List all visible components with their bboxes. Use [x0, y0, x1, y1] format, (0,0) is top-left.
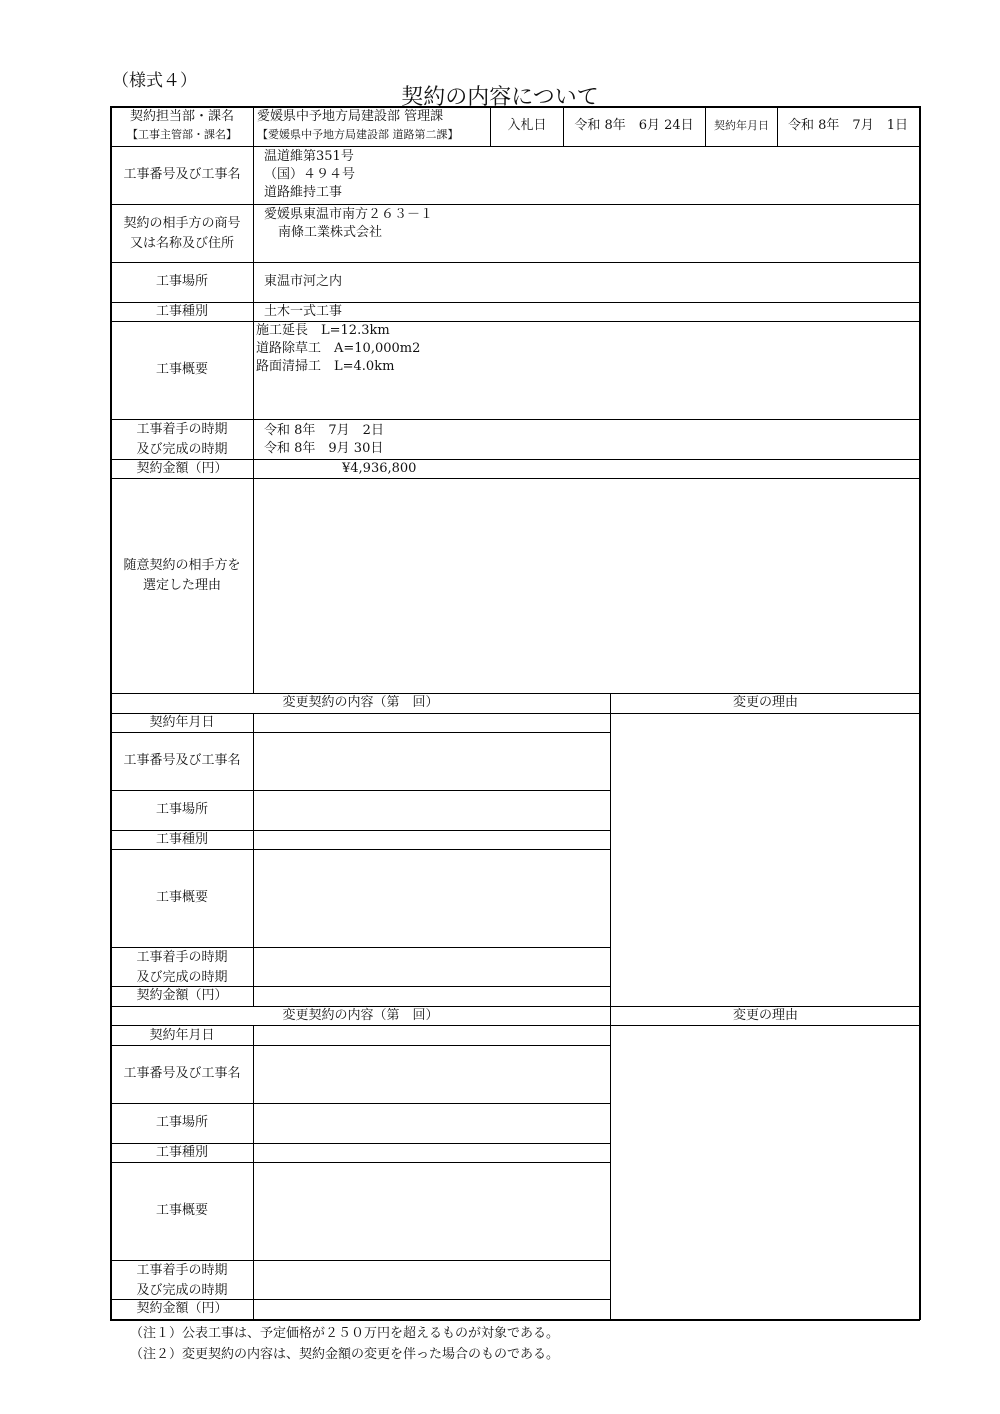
type-value: 土木一式工事	[264, 304, 343, 319]
change-2-amount-label: 契約金額（円）	[136, 1301, 228, 1316]
note-2: （注２）変更契約の内容は、契約金額の変更を伴った場合のものである。	[130, 1347, 560, 1362]
period-value: 令和 8年 7月 2日 令和 8年 9月 30日	[264, 423, 384, 456]
change-2-contract-date-label: 契約年月日	[149, 1028, 215, 1043]
change-1-location-label: 工事場所	[155, 802, 208, 817]
contract-date-label: 契約年月日	[714, 119, 769, 132]
change-header-1: 変更契約の内容（第 回）	[282, 695, 439, 710]
change-2-period-label: 工事着手の時期 及び完成の時期	[136, 1263, 228, 1298]
summary-label: 工事概要	[155, 362, 208, 377]
partner-value: 愛媛県東温市南方２６３－１ 南條工業株式会社	[264, 207, 434, 240]
change-1-contract-date-label: 契約年月日	[149, 715, 215, 730]
amount-label: 契約金額（円）	[136, 461, 228, 476]
change-2-summary-label: 工事概要	[155, 1203, 208, 1218]
change-2-type-label: 工事種別	[155, 1145, 208, 1160]
form-id: （様式４）	[112, 71, 197, 91]
change-1-work-no-label: 工事番号及び工事名	[123, 753, 241, 768]
bid-date-label: 入札日	[507, 118, 547, 133]
work-no-label: 工事番号及び工事名	[123, 167, 241, 182]
summary-value: 施工延長 L=12.3km 道路除草工 A=10,000m2 路面清掃工 L=4.0km	[256, 323, 421, 374]
change-reason-header-1: 変更の理由	[732, 695, 798, 710]
change-2-location-label: 工事場所	[155, 1115, 208, 1130]
change-1-summary-label: 工事概要	[155, 890, 208, 905]
partner-label: 契約の相手方の商号 又は名称及び住所	[123, 216, 241, 251]
reason-label: 随意契約の相手方を 選定した理由	[123, 558, 241, 593]
work-no-value: 温道維第351号 （国）４９４号 道路維持工事	[264, 149, 356, 200]
contract-date: 令和 8年 7月 1日	[788, 118, 908, 133]
amount-value: ¥4,936,800	[342, 461, 417, 476]
note-1: （注１）公表工事は、予定価格が２５０万円を超えるものが対象である。	[130, 1326, 560, 1341]
type-label: 工事種別	[155, 304, 208, 319]
dept-label: 契約担当部・課名 【工事主管部・課名】	[127, 109, 237, 141]
change-header-2: 変更契約の内容（第 回）	[282, 1008, 439, 1023]
location-label: 工事場所	[155, 274, 208, 289]
document-title: 契約の内容について	[401, 85, 599, 110]
dept-value: 愛媛県中予地方局建設部 管理課 【愛媛県中予地方局建設部 道路第二課】	[257, 109, 459, 141]
change-1-period-label: 工事着手の時期 及び完成の時期	[136, 950, 228, 985]
period-label: 工事着手の時期 及び完成の時期	[136, 422, 228, 457]
bid-date: 令和 8年 6月 24日	[574, 118, 694, 133]
change-1-amount-label: 契約金額（円）	[136, 988, 228, 1003]
change-2-work-no-label: 工事番号及び工事名	[123, 1066, 241, 1081]
location-value: 東温市河之内	[264, 274, 343, 289]
change-1-type-label: 工事種別	[155, 832, 208, 847]
change-reason-header-2: 変更の理由	[732, 1008, 798, 1023]
